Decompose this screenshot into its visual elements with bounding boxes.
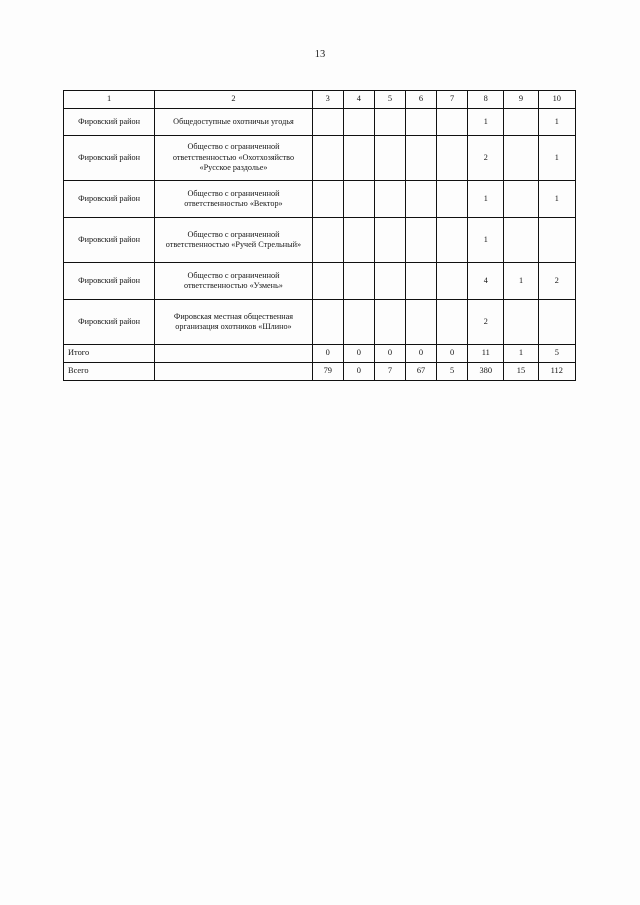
district-cell: Фировский район [64, 300, 155, 345]
value-cell [538, 218, 575, 263]
value-cell: 7 [374, 363, 405, 381]
table-row-subtotal [64, 345, 576, 363]
value-cell [405, 218, 436, 263]
value-cell [312, 218, 343, 263]
value-cell [504, 109, 538, 136]
value-cell [405, 263, 436, 300]
table-row [64, 218, 576, 263]
value-cell [374, 136, 405, 181]
value-cell: 0 [312, 345, 343, 363]
value-cell: 1 [468, 218, 504, 263]
value-cell: 1 [468, 181, 504, 218]
organization-cell: Общество с ограниченной ответственностью «Вектор» [155, 181, 313, 218]
value-cell [405, 300, 436, 345]
value-cell [405, 181, 436, 218]
value-cell: 1 [504, 345, 538, 363]
value-cell: 0 [343, 363, 374, 381]
value-cell [374, 300, 405, 345]
column-header: 5 [374, 91, 405, 109]
value-cell [374, 218, 405, 263]
column-header: 4 [343, 91, 374, 109]
value-cell: 2 [468, 136, 504, 181]
table-row-grandtotal [64, 363, 576, 381]
grandtotal-label: Всего [64, 363, 155, 381]
column-header: 1 [64, 91, 155, 109]
value-cell [374, 181, 405, 218]
page-number: 13 [314, 49, 326, 60]
grandtotal-organization [155, 363, 313, 381]
value-cell [374, 263, 405, 300]
value-cell: 5 [437, 363, 468, 381]
value-cell: 11 [468, 345, 504, 363]
column-header: 3 [312, 91, 343, 109]
table-row [64, 263, 576, 300]
value-cell [538, 300, 575, 345]
value-cell [312, 263, 343, 300]
column-header: 2 [155, 91, 313, 109]
value-cell [312, 136, 343, 181]
value-cell: 0 [405, 345, 436, 363]
value-cell: 1 [538, 136, 575, 181]
value-cell [374, 109, 405, 136]
value-cell: 4 [468, 263, 504, 300]
subtotal-label: Итого [64, 345, 155, 363]
value-cell [437, 218, 468, 263]
value-cell [437, 136, 468, 181]
value-cell [437, 263, 468, 300]
value-cell [343, 300, 374, 345]
value-cell: 1 [504, 263, 538, 300]
table-header-row [64, 91, 576, 109]
value-cell: 1 [468, 109, 504, 136]
value-cell [343, 109, 374, 136]
value-cell: 380 [468, 363, 504, 381]
column-header: 6 [405, 91, 436, 109]
value-cell: 112 [538, 363, 575, 381]
value-cell [343, 181, 374, 218]
value-cell: 15 [504, 363, 538, 381]
value-cell: 2 [538, 263, 575, 300]
hunting-grounds-table [63, 90, 576, 381]
district-cell: Фировский район [64, 109, 155, 136]
column-header: 9 [504, 91, 538, 109]
value-cell [504, 218, 538, 263]
value-cell [437, 109, 468, 136]
district-cell: Фировский район [64, 136, 155, 181]
table-row [64, 136, 576, 181]
organization-cell: Общество с ограниченной ответственностью «Узмень» [155, 263, 313, 300]
value-cell [405, 109, 436, 136]
value-cell [312, 181, 343, 218]
organization-cell: Фировская местная общественная организация охотников «Шлино» [155, 300, 313, 345]
value-cell: 1 [538, 109, 575, 136]
value-cell [437, 181, 468, 218]
value-cell [504, 136, 538, 181]
value-cell: 1 [538, 181, 575, 218]
value-cell [312, 109, 343, 136]
table-row [64, 300, 576, 345]
table-row [64, 109, 576, 136]
value-cell: 0 [437, 345, 468, 363]
value-cell [437, 300, 468, 345]
value-cell [504, 300, 538, 345]
value-cell [504, 181, 538, 218]
value-cell: 0 [343, 345, 374, 363]
value-cell [405, 136, 436, 181]
value-cell: 2 [468, 300, 504, 345]
value-cell [343, 136, 374, 181]
value-cell: 67 [405, 363, 436, 381]
value-cell: 0 [374, 345, 405, 363]
column-header: 7 [437, 91, 468, 109]
subtotal-organization [155, 345, 313, 363]
organization-cell: Общество с ограниченной ответственностью «Охотхозяйство «Русское раздолье» [155, 136, 313, 181]
value-cell [343, 263, 374, 300]
organization-cell: Общедоступные охотничьи угодья [155, 109, 313, 136]
value-cell: 79 [312, 363, 343, 381]
district-cell: Фировский район [64, 218, 155, 263]
organization-cell: Общество с ограниченной ответственностью «Ручей Стрельный» [155, 218, 313, 263]
table-row [64, 181, 576, 218]
value-cell [343, 218, 374, 263]
value-cell [312, 300, 343, 345]
value-cell: 5 [538, 345, 575, 363]
district-cell: Фировский район [64, 263, 155, 300]
column-header: 10 [538, 91, 575, 109]
district-cell: Фировский район [64, 181, 155, 218]
column-header: 8 [468, 91, 504, 109]
